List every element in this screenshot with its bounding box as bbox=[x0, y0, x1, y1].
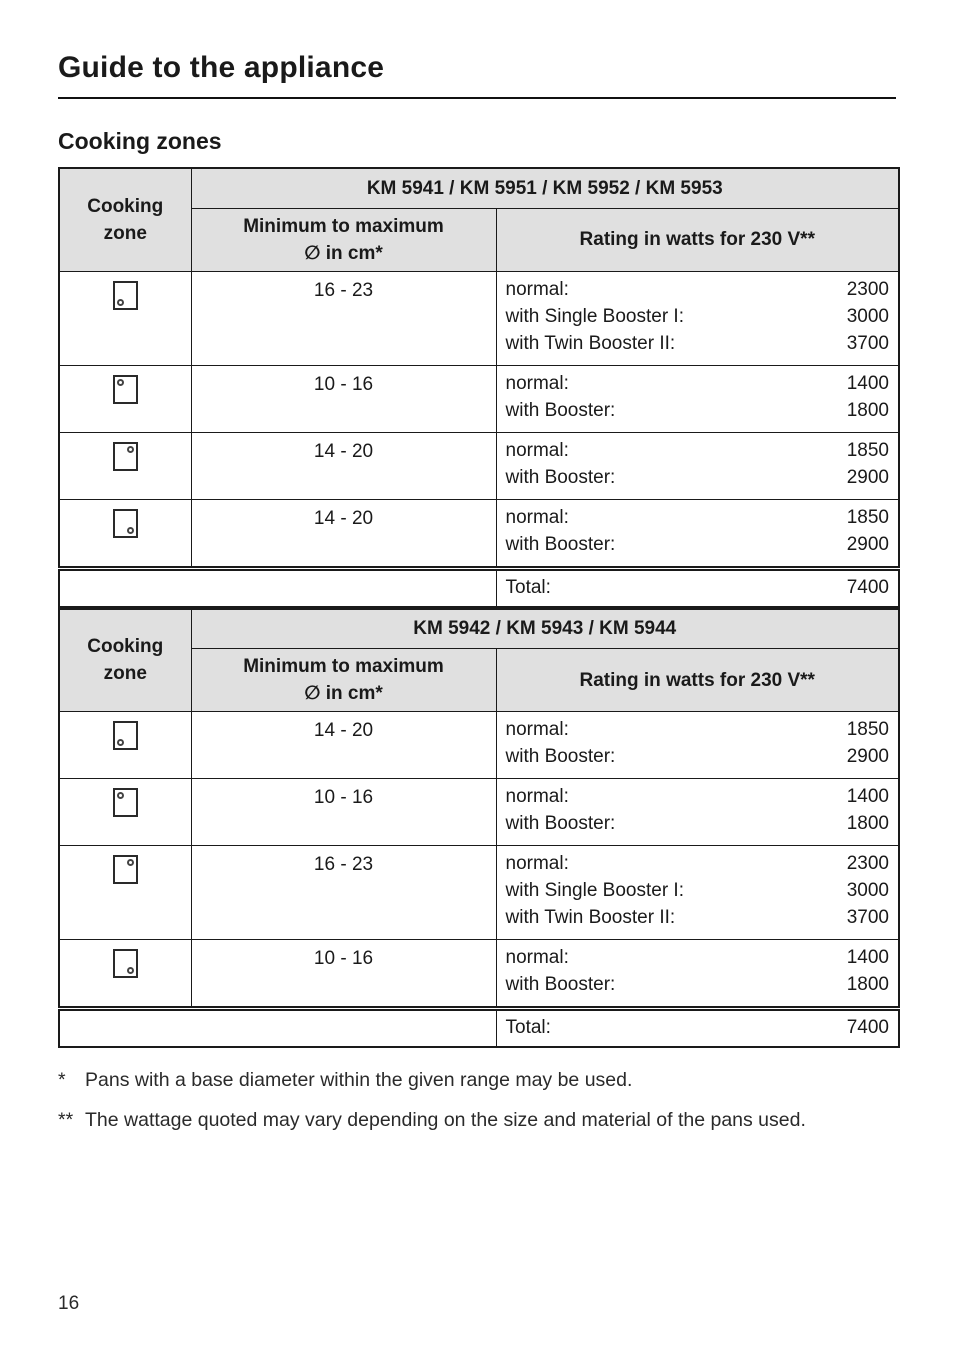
rating-value: 2300 bbox=[846, 853, 889, 874]
section-heading: Cooking zones bbox=[58, 128, 222, 154]
zone-position-cell bbox=[59, 271, 191, 365]
zone-position-top-left-icon bbox=[113, 375, 138, 404]
models-header: KM 5941 / KM 5951 / KM 5952 / KM 5953 bbox=[191, 168, 899, 208]
zone-position-cell bbox=[59, 432, 191, 499]
rating-value: 1850 bbox=[846, 506, 890, 528]
rating-cell bbox=[496, 779, 899, 846]
rating-line bbox=[506, 716, 890, 743]
zone-position-cell bbox=[59, 846, 191, 940]
rating-label: with Booster: bbox=[505, 399, 616, 421]
rating-label: with Booster: bbox=[505, 813, 616, 834]
rating-value: 1400 bbox=[846, 372, 890, 394]
page-title: Guide to the appliance bbox=[58, 51, 385, 84]
col-header-cooking-zone: Cooking zone bbox=[59, 609, 191, 712]
rating-value: 1800 bbox=[846, 813, 889, 834]
cooking-zone-row bbox=[59, 365, 899, 432]
total-label: Total: bbox=[505, 1017, 551, 1038]
zone-position-cell bbox=[59, 499, 191, 568]
diameter-range-value: 10 - 16 bbox=[191, 779, 496, 846]
rating-label: with Booster: bbox=[505, 974, 616, 995]
rating-label: normal: bbox=[505, 719, 569, 740]
rating-line bbox=[506, 531, 890, 558]
rating-value: 3000 bbox=[846, 305, 890, 327]
zone-position-cell bbox=[59, 365, 191, 432]
cooking-zones-table-2 bbox=[58, 608, 900, 1049]
rating-label: with Single Booster I: bbox=[505, 305, 684, 327]
rating-line bbox=[506, 783, 890, 810]
rating-label: normal: bbox=[505, 439, 569, 461]
zone-position-cell bbox=[59, 779, 191, 846]
zone-position-top-right-icon bbox=[113, 855, 138, 884]
rating-line bbox=[506, 464, 890, 491]
page-number: 16 bbox=[58, 1293, 80, 1314]
rating-line bbox=[506, 437, 890, 464]
rating-label: with Single Booster I: bbox=[505, 880, 684, 901]
rating-cell bbox=[496, 846, 899, 940]
rating-line bbox=[506, 330, 890, 357]
rating-value: 3700 bbox=[846, 332, 890, 354]
rating-value: 1800 bbox=[846, 399, 890, 421]
rating-line bbox=[506, 370, 890, 397]
diameter-range-value: 10 - 16 bbox=[191, 365, 496, 432]
col-header-cooking-zone: Cooking zone bbox=[59, 168, 191, 271]
rating-value: 1400 bbox=[846, 786, 889, 807]
footnote-marker: * bbox=[58, 1069, 66, 1091]
rating-label: with Twin Booster II: bbox=[505, 907, 676, 928]
footnote-text: Pans with a base diameter within the given range may be used. bbox=[85, 1069, 633, 1091]
total-cell bbox=[496, 1009, 899, 1048]
total-row bbox=[59, 568, 899, 607]
zone-position-cell bbox=[59, 940, 191, 1009]
col-header-rating: Rating in watts for 230 V** bbox=[496, 208, 899, 271]
col-header-rating: Rating in watts for 230 V** bbox=[496, 649, 899, 712]
rating-value: 1850 bbox=[846, 719, 889, 740]
zone-position-cell bbox=[59, 712, 191, 779]
rating-value: 3000 bbox=[846, 880, 889, 901]
footnote bbox=[58, 1067, 896, 1094]
rating-line bbox=[506, 397, 890, 424]
rating-label: with Booster: bbox=[505, 466, 616, 488]
rating-line bbox=[506, 971, 890, 998]
table-header-row-models bbox=[59, 168, 899, 208]
total-row-spacer bbox=[59, 568, 496, 607]
footnote-marker: ** bbox=[58, 1109, 74, 1131]
cooking-zone-row bbox=[59, 940, 899, 1009]
rating-value: 1850 bbox=[846, 439, 890, 461]
table-header-row-models bbox=[59, 609, 899, 649]
cooking-zone-row bbox=[59, 846, 899, 940]
rating-value: 1800 bbox=[846, 974, 889, 995]
rating-line bbox=[506, 303, 890, 330]
zone-position-bottom-right-icon bbox=[113, 509, 138, 538]
rating-line bbox=[506, 877, 890, 904]
zone-position-top-left-icon bbox=[113, 788, 138, 817]
cooking-zone-row bbox=[59, 712, 899, 779]
zone-position-bottom-left-icon bbox=[113, 721, 138, 750]
diameter-range-value: 14 - 20 bbox=[191, 499, 496, 568]
footnotes bbox=[58, 1067, 896, 1134]
rating-label: normal: bbox=[505, 506, 569, 528]
rating-line bbox=[506, 904, 890, 931]
cooking-zones-tables bbox=[58, 167, 896, 1048]
rating-label: with Twin Booster II: bbox=[505, 332, 676, 354]
diameter-symbol-label: ∅ in cm* bbox=[304, 683, 383, 704]
rating-value: 3700 bbox=[846, 907, 889, 928]
diameter-range-value: 14 - 20 bbox=[191, 712, 496, 779]
diameter-range-value: 10 - 16 bbox=[191, 940, 496, 1009]
models-header: KM 5942 / KM 5943 / KM 5944 bbox=[191, 609, 899, 649]
diameter-range-value: 14 - 20 bbox=[191, 432, 496, 499]
col-header-diameter: Minimum to maximum ∅ in cm* bbox=[191, 208, 496, 271]
rating-value: 2300 bbox=[846, 278, 890, 300]
rating-cell bbox=[496, 712, 899, 779]
cooking-zone-row bbox=[59, 499, 899, 568]
diameter-range-value: 16 - 23 bbox=[191, 271, 496, 365]
rating-cell bbox=[496, 499, 899, 568]
rating-label: normal: bbox=[505, 372, 569, 394]
rating-cell bbox=[496, 940, 899, 1009]
cooking-zone-row bbox=[59, 271, 899, 365]
rating-label: normal: bbox=[505, 786, 569, 807]
rating-value: 2900 bbox=[846, 533, 890, 555]
rating-label: normal: bbox=[505, 278, 569, 300]
total-row-spacer bbox=[59, 1009, 496, 1048]
rating-label: normal: bbox=[505, 947, 569, 968]
rating-line bbox=[506, 743, 890, 770]
footnote-text: The wattage quoted may vary depending on the size and material of the pans used. bbox=[85, 1109, 806, 1131]
cooking-zone-row bbox=[59, 779, 899, 846]
total-label: Total: bbox=[505, 576, 551, 598]
rating-cell bbox=[496, 365, 899, 432]
col-header-diameter: Minimum to maximum ∅ in cm* bbox=[191, 649, 496, 712]
rating-line bbox=[506, 504, 890, 531]
rating-label: normal: bbox=[505, 853, 569, 874]
cooking-zones-table-1 bbox=[58, 167, 900, 608]
rating-line bbox=[506, 810, 890, 837]
rating-cell bbox=[496, 432, 899, 499]
title-rule bbox=[58, 97, 896, 99]
footnote bbox=[58, 1107, 896, 1134]
total-cell bbox=[496, 568, 899, 607]
rating-cell bbox=[496, 271, 899, 365]
diameter-range-value: 16 - 23 bbox=[191, 846, 496, 940]
rating-label: with Booster: bbox=[505, 533, 616, 555]
rating-value: 1400 bbox=[846, 947, 889, 968]
zone-position-top-right-icon bbox=[113, 442, 138, 471]
rating-line bbox=[506, 276, 890, 303]
rating-value: 2900 bbox=[846, 466, 890, 488]
diameter-symbol-label: ∅ in cm* bbox=[304, 242, 383, 264]
total-row bbox=[59, 1009, 899, 1048]
total-value: 7400 bbox=[846, 576, 890, 598]
rating-line bbox=[506, 944, 890, 971]
zone-position-bottom-right-icon bbox=[113, 949, 138, 978]
rating-line bbox=[506, 850, 890, 877]
zone-position-bottom-left-icon bbox=[113, 281, 138, 310]
rating-value: 2900 bbox=[846, 746, 889, 767]
cooking-zone-row bbox=[59, 432, 899, 499]
rating-label: with Booster: bbox=[505, 746, 616, 767]
total-value: 7400 bbox=[846, 1017, 889, 1038]
